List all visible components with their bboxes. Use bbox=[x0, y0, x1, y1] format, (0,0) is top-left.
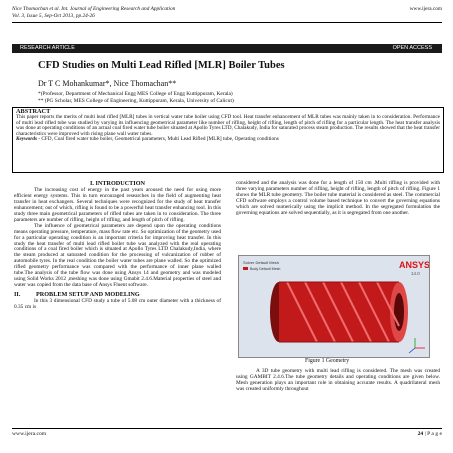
intro-paragraph-2: The influence of geometrical parameters are depend upon the operating conditions means operating pressure, temperature, mass flow rate etc. So optimization of the geometry used for a particular operating condition is an important criteria for improving heat transfer. In this study the heat transfer of multi lead rifled boiler tube was analyzed with the real operating conditions of a coal fired boiler which is situated at Apollo Tyres LTD Chalakudy,India, where the steam produced at saturated condition for the processing of vulcanization of rubber of automobile tyres. In the real condition the boiler water tubes are plane walled. So the optimized rifled geometry performance was compared with the performance of inner plane walled tube.The analysis of the tube flow was done using Ansys 14 and geometry and was modeled using Solid Works 2012 ,meshing was done using Gmabit 2.4.6.Material properties of steel and water was copied from the data base of Ansys Fluent software. bbox=[14, 222, 221, 289]
right-paragraph-1: considered and the analysis was done for a length of 150 cm .Multi rifling is provided with three varying parameters number of rifling, height of rifling, length of pitch of rifling. Figure 1 shows the MLR tube geometry. The boiler tube material is considered as steel. The commercial CFD software employs a control volume based technique to convert the governing equations which are solved numerically using the implicit method. In the segregated formulation the governing equations are solved sequentially, as it is segregated from one another. bbox=[236, 180, 440, 216]
figure-1-geometry bbox=[238, 255, 430, 358]
page-number: 24 bbox=[417, 431, 424, 437]
affiliations bbox=[38, 91, 234, 105]
rifled-tube-illustration bbox=[270, 282, 408, 342]
legend-title: Solver Default Mesh bbox=[243, 260, 280, 265]
ansys-logo: ANSYS bbox=[399, 260, 429, 270]
running-header bbox=[12, 6, 442, 19]
keywords-line bbox=[16, 137, 440, 143]
figure-caption: Figure 1 Geometry bbox=[305, 358, 350, 364]
setup-paragraph-1: In this 3 dimensional CFD study a tube of 5.08 cm outer diameter with a thickness of 0.35 cm is bbox=[14, 298, 221, 311]
setup-title: PROBLEM SETUP AND MODELING bbox=[36, 291, 140, 299]
journal-line: Nice Thomachan et al. Int. Journal of Engineering Research and Application bbox=[12, 6, 176, 12]
header-url[interactable]: www.ijera.com bbox=[409, 6, 442, 12]
footer-rule bbox=[12, 428, 442, 429]
affiliation-1: *(Professor, Department of Mechanical Engg MES College of Engg Kuttippuram, Kerala) bbox=[38, 91, 233, 97]
keywords-text: - CFD, Coal fired water tube boiler, Geometrical parameters, Multi Lead Rifled [MLR] tube, Operating conditions bbox=[37, 136, 279, 143]
right-column-top bbox=[236, 181, 440, 217]
abstract-heading: ABSTRACT bbox=[16, 108, 51, 115]
intro-paragraph-1: The increasing cost of energy in the past years aroused the need for using more efficient energy systems. This in turn encouraged researches in the field of augmenting heat transfer in heat exchangers. Several techniques were recognized for the study of heat transfer enhancement; out of which, rifling is found to be a powerful heat transfer enhancing tool. In this study three main geometrical parameters of rifled tubes are taken in to consideration. The three parameters are number of rifling, height of rifling, and length of pitch of rifling. bbox=[14, 186, 221, 223]
author-list: Dr T C Mohankumar*, Nice Thomachan** bbox=[38, 79, 177, 88]
page-number-block bbox=[418, 431, 442, 437]
open-access-label: OPEN ACCESS bbox=[392, 45, 432, 51]
legend-swatch bbox=[243, 267, 248, 270]
mlr-tube-render bbox=[239, 256, 429, 357]
paper-title: CFD Studies on Multi Lead Rifled [MLR] Boiler Tubes bbox=[38, 60, 285, 71]
volume-line: Vol. 3, Issue 5, Sep-Oct 2013, pp.24-26 bbox=[12, 12, 95, 19]
right-column-bottom bbox=[236, 369, 440, 393]
page-footer bbox=[12, 431, 442, 437]
article-type-bar bbox=[12, 44, 442, 53]
research-article-label: RESEARCH ARTICLE bbox=[20, 45, 75, 51]
left-column bbox=[14, 181, 221, 311]
footer-url[interactable]: www.ijera.com bbox=[12, 431, 47, 437]
header-rule bbox=[12, 22, 442, 23]
legend-item: Body Default Mesh bbox=[250, 267, 281, 271]
ansys-version: 14.0 bbox=[411, 271, 420, 276]
affiliation-2: ** (PG Scholar, MES College of Engineering, Kuttippuram, Kerala, University of Calicut) bbox=[38, 97, 234, 104]
keywords-label: Keywords bbox=[16, 136, 37, 143]
abstract-box bbox=[12, 107, 444, 173]
page-label: | P a g e bbox=[423, 431, 442, 437]
right-paragraph-2: A 3D tube geometry with multi lead rifling is considered. The mesh was created using GAMBIT 2.4.6.The tube geometry details and operating conditions are given below. Mesh generation plays an important role in obtaining accurate results. A quadrilateral mesh was created uniformly throughout bbox=[236, 368, 440, 392]
abstract-body: This paper reports the merits of multi lead rifled [MLR] tubes in vertical water tube boiler using CFD tool. Heat transfer enhancement of MLR tubes was mainly taken in to consideration. Performance of multi lead rifled tube was studied by varying its influencing geometrical parameter like number of rifling, height of rifling, length of pitch of rifling for a particular length. The heat transfer analysis was done at operating conditions of an actual coal fired water tube boiler situated at Apollo Tyres LTD, Chalakudy, India for saturated process steam production. The results showed that the heat transfer characteristics were improved with rising plane wall water tubes. bbox=[16, 114, 440, 137]
setup-number: II. bbox=[14, 291, 21, 299]
intro-heading: I. INTRODUCTION bbox=[89, 180, 145, 187]
